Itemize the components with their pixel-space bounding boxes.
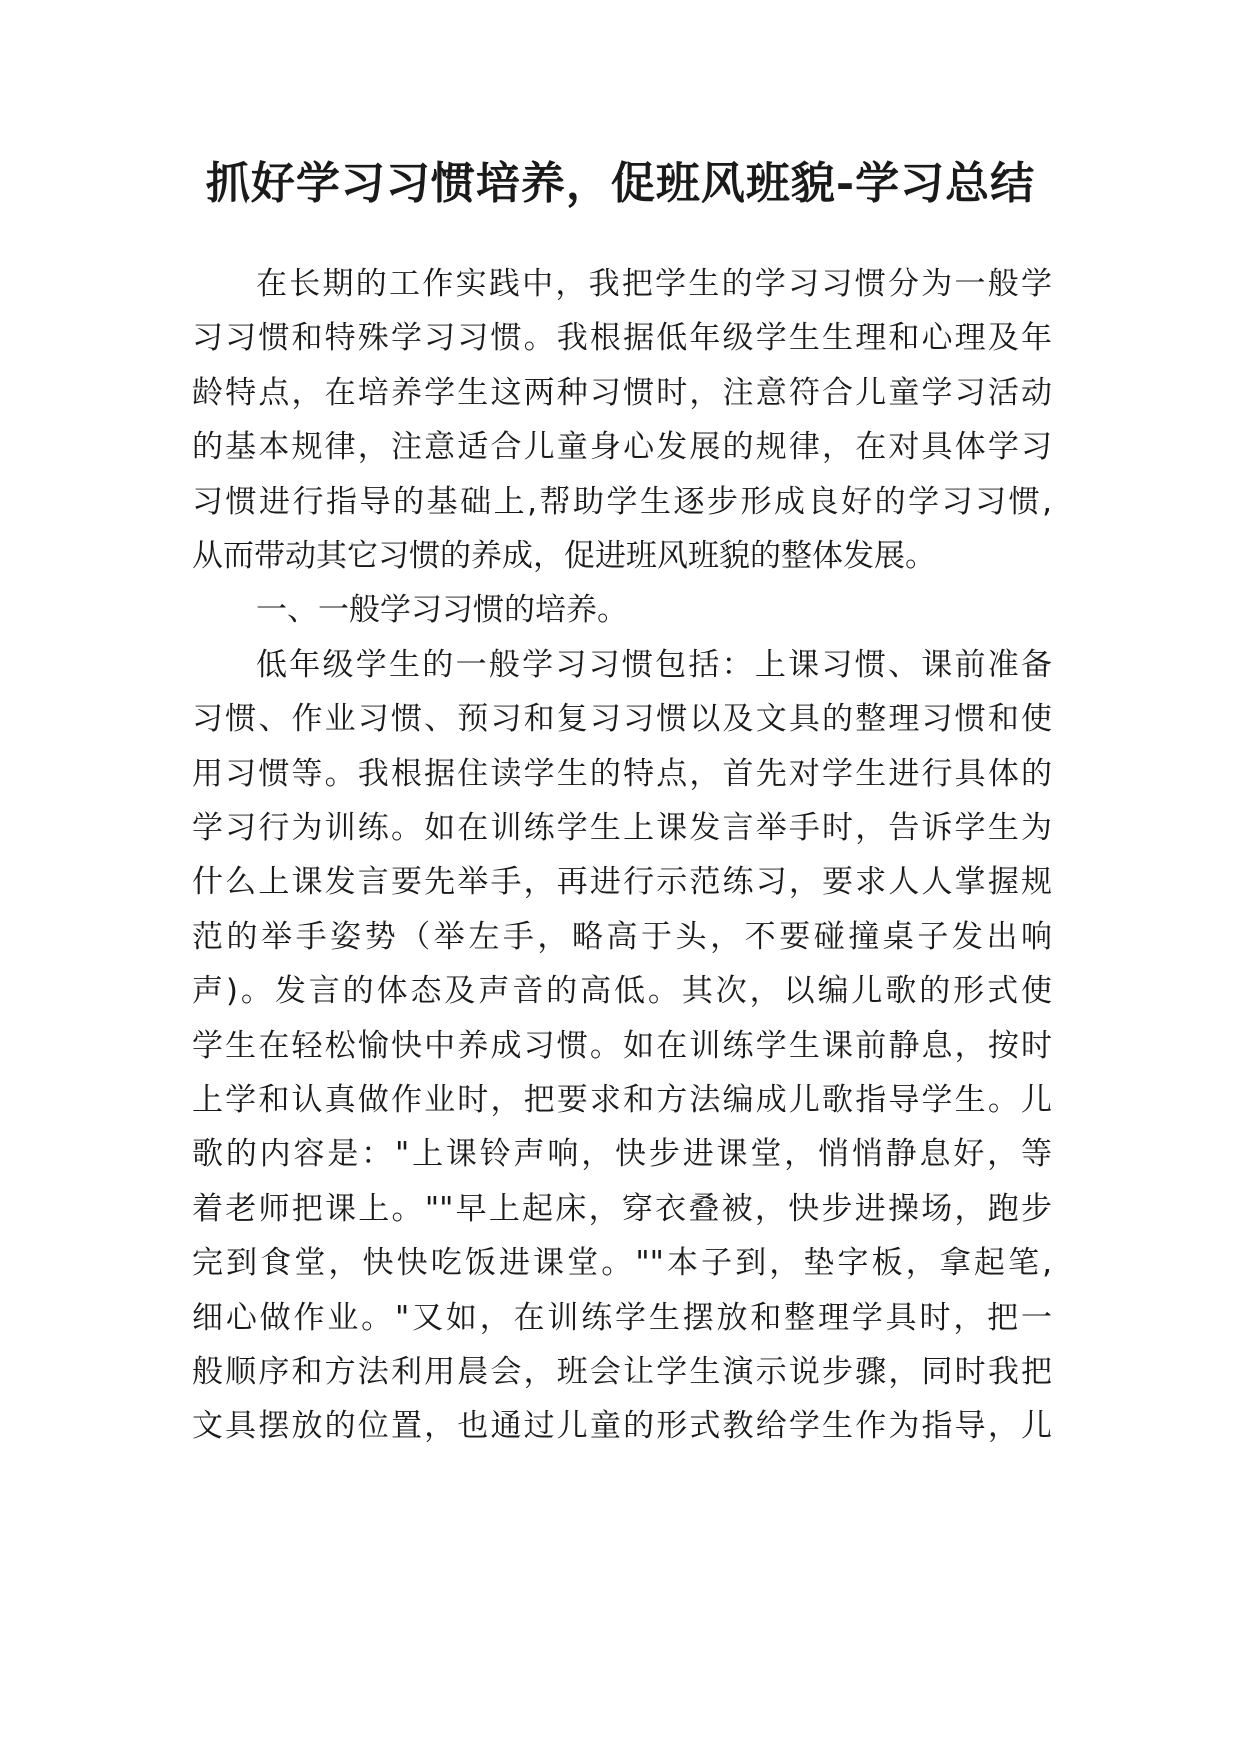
body-line: 文具摆放的位置，也通过儿童的形式教给学生作为指导，儿 — [192, 1408, 1052, 1445]
body-line: 低年级学生的一般学习习惯包括：上课习惯、课前准备 — [256, 646, 1052, 683]
document-title: 抓好学习习惯培养，促班风班貌-学习总结 — [205, 158, 1036, 209]
body-line: 用习惯等。我根据住读学生的特点，首先对学生进行具体的 — [192, 755, 1052, 792]
body-line: 什么上课发言要先举手，再进行示范练习，要求人人掌握规 — [192, 864, 1052, 901]
body-line: 的基本规律，注意适合儿童身心发展的规律，在对具体学习 — [192, 429, 1052, 466]
body-line: 声)。发言的体态及声音的高低。其次，以编儿歌的形式使 — [192, 973, 1052, 1010]
body-line: 一、一般学习习惯的培养。 — [256, 592, 628, 629]
body-line: 学生在轻松愉快中养成习惯。如在训练学生课前静息，按时 — [192, 1027, 1052, 1064]
body-line: 完到食堂，快快吃饭进课堂。""本子到，垫字板，拿起笔, — [192, 1245, 1052, 1282]
body-line: 歌的内容是："上课铃声响，快步进课堂，悄悄静息好，等 — [192, 1136, 1052, 1173]
body-line: 习惯进行指导的基础上,帮助学生逐步形成良好的学习习惯, — [192, 483, 1052, 520]
body-line: 细心做作业。"又如，在训练学生摆放和整理学具时，把一 — [192, 1299, 1052, 1336]
body-line: 范的举手姿势（举左手，略高于头，不要碰撞桌子发出响 — [192, 918, 1052, 955]
body-line: 习惯、作业习惯、预习和复习习惯以及文具的整理习惯和使 — [192, 701, 1052, 738]
body-line: 学习行为训练。如在训练学生上课发言举手时，告诉学生为 — [192, 810, 1052, 846]
body-line: 习习惯和特殊学习习惯。我根据低年级学生生理和心理及年 — [192, 320, 1052, 357]
body-line: 在长期的工作实践中，我把学生的学习习惯分为一般学 — [256, 266, 1052, 302]
body-line: 着老师把课上。""早上起床，穿衣叠被，快步进操场，跑步 — [192, 1190, 1052, 1227]
body-line: 般顺序和方法利用晨会，班会让学生演示说步骤，同时我把 — [192, 1354, 1052, 1390]
body-line: 从而带动其它习惯的养成，促进班风班貌的整体发展。 — [192, 538, 936, 574]
body-line: 龄特点，在培养学生这两种习惯时，注意符合儿童学习活动 — [192, 374, 1052, 411]
body-line: 上学和认真做作业时，把要求和方法编成儿歌指导学生。儿 — [192, 1082, 1052, 1118]
